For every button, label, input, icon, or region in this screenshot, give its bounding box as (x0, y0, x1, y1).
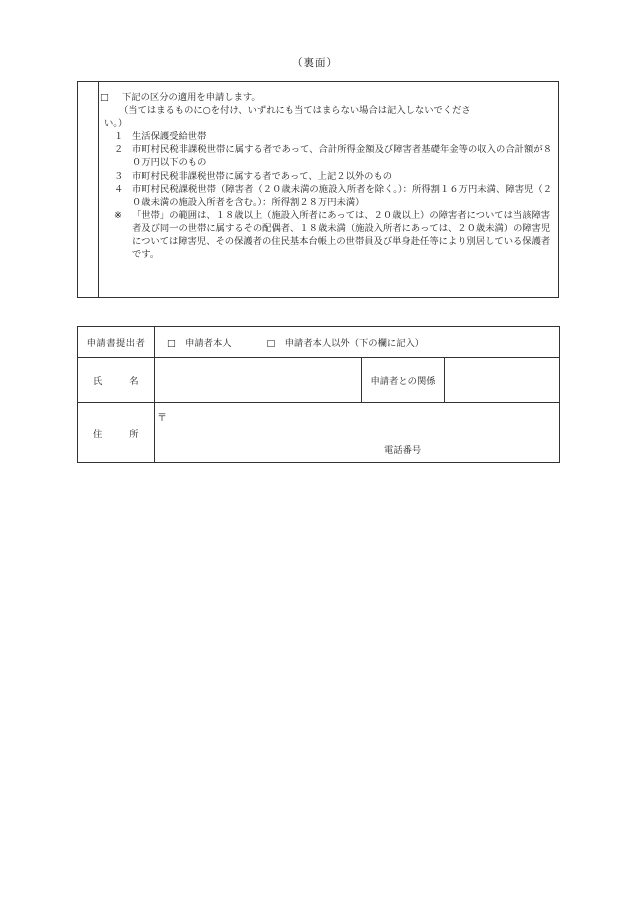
note-mark: ※ (114, 209, 122, 221)
application-title: 下記の区分の適用を申請します。 (122, 92, 261, 103)
left-margin-rule (98, 82, 99, 297)
category-text: 市町村民税非課税世帯に属する者であって、合計所得金額及び障害者基礎年金等の収入の合計額が８０万円以下のもの (132, 144, 552, 169)
category-item (114, 143, 552, 169)
category-number: ４ (114, 183, 124, 195)
category-text: 市町村民税課税世帯（障害者（２０歳未満の施設入所者を除く。）：所得割１６万円未満、障害児（２０歳未満の施設入所者を含む。）：所得割２８万円未満） (132, 183, 552, 208)
name-field[interactable] (155, 358, 362, 403)
relationship-label: 申請者との関係 (362, 358, 445, 403)
application-category-box (77, 81, 559, 298)
instruction-line-1: （当てはまるものに○を付け、いずれにも当てはまらない場合は記入しないでくださ (119, 105, 471, 117)
application-category-content (100, 91, 552, 261)
option-self-checkbox[interactable]: □ 申請者本人 (167, 338, 232, 349)
instruction-line-2: い。） (104, 118, 128, 130)
name-row (78, 358, 560, 403)
category-item (114, 130, 552, 143)
application-checkbox[interactable]: □ (100, 92, 109, 103)
category-text: 市町村民税非課税世帯に属する者であって、上記２以外のもの (132, 170, 393, 182)
address-field[interactable] (155, 403, 560, 463)
submitter-row (78, 327, 560, 358)
category-number: １ (114, 131, 124, 143)
category-list (114, 130, 552, 209)
household-note (114, 209, 552, 261)
category-number: ３ (114, 170, 124, 182)
relationship-field[interactable] (445, 358, 560, 403)
category-number: ２ (114, 144, 124, 156)
application-title-line (100, 91, 552, 104)
category-item (114, 170, 552, 183)
name-label (78, 358, 155, 403)
address-label-char-2: 所 (129, 428, 139, 440)
phone-label: 電話番号 (384, 445, 422, 456)
category-text: 生活保護受給世帯 (132, 131, 207, 143)
note-text: 「世帯」の範囲は、１８歳以上（施設入所者にあっては、２０歳以上）の障害者については当該障害者及び同一の世帯に属するその配偶者、１８歳未満（施設入所者にあっては、２０歳未満）の障害児については障害児、その保護者の住民基本台帳上の世帯員及び単身赴任等により別居している保護者です。 (132, 209, 551, 261)
postal-mark: 〒 (157, 413, 167, 424)
name-label-char-2: 名 (129, 376, 139, 387)
address-label-char-1: 住 (93, 428, 103, 440)
submitter-label: 申請書提出者 (78, 327, 155, 358)
address-row (78, 403, 560, 463)
option-other-checkbox[interactable]: □ 申請者本人以外（下の欄に記入） (266, 338, 425, 349)
name-label-char-1: 氏 (93, 376, 103, 387)
page-title: （裏面） (292, 57, 338, 69)
address-label (78, 403, 155, 463)
category-item (114, 183, 552, 209)
submitter-options (155, 327, 560, 358)
submitter-form-table (77, 326, 560, 463)
